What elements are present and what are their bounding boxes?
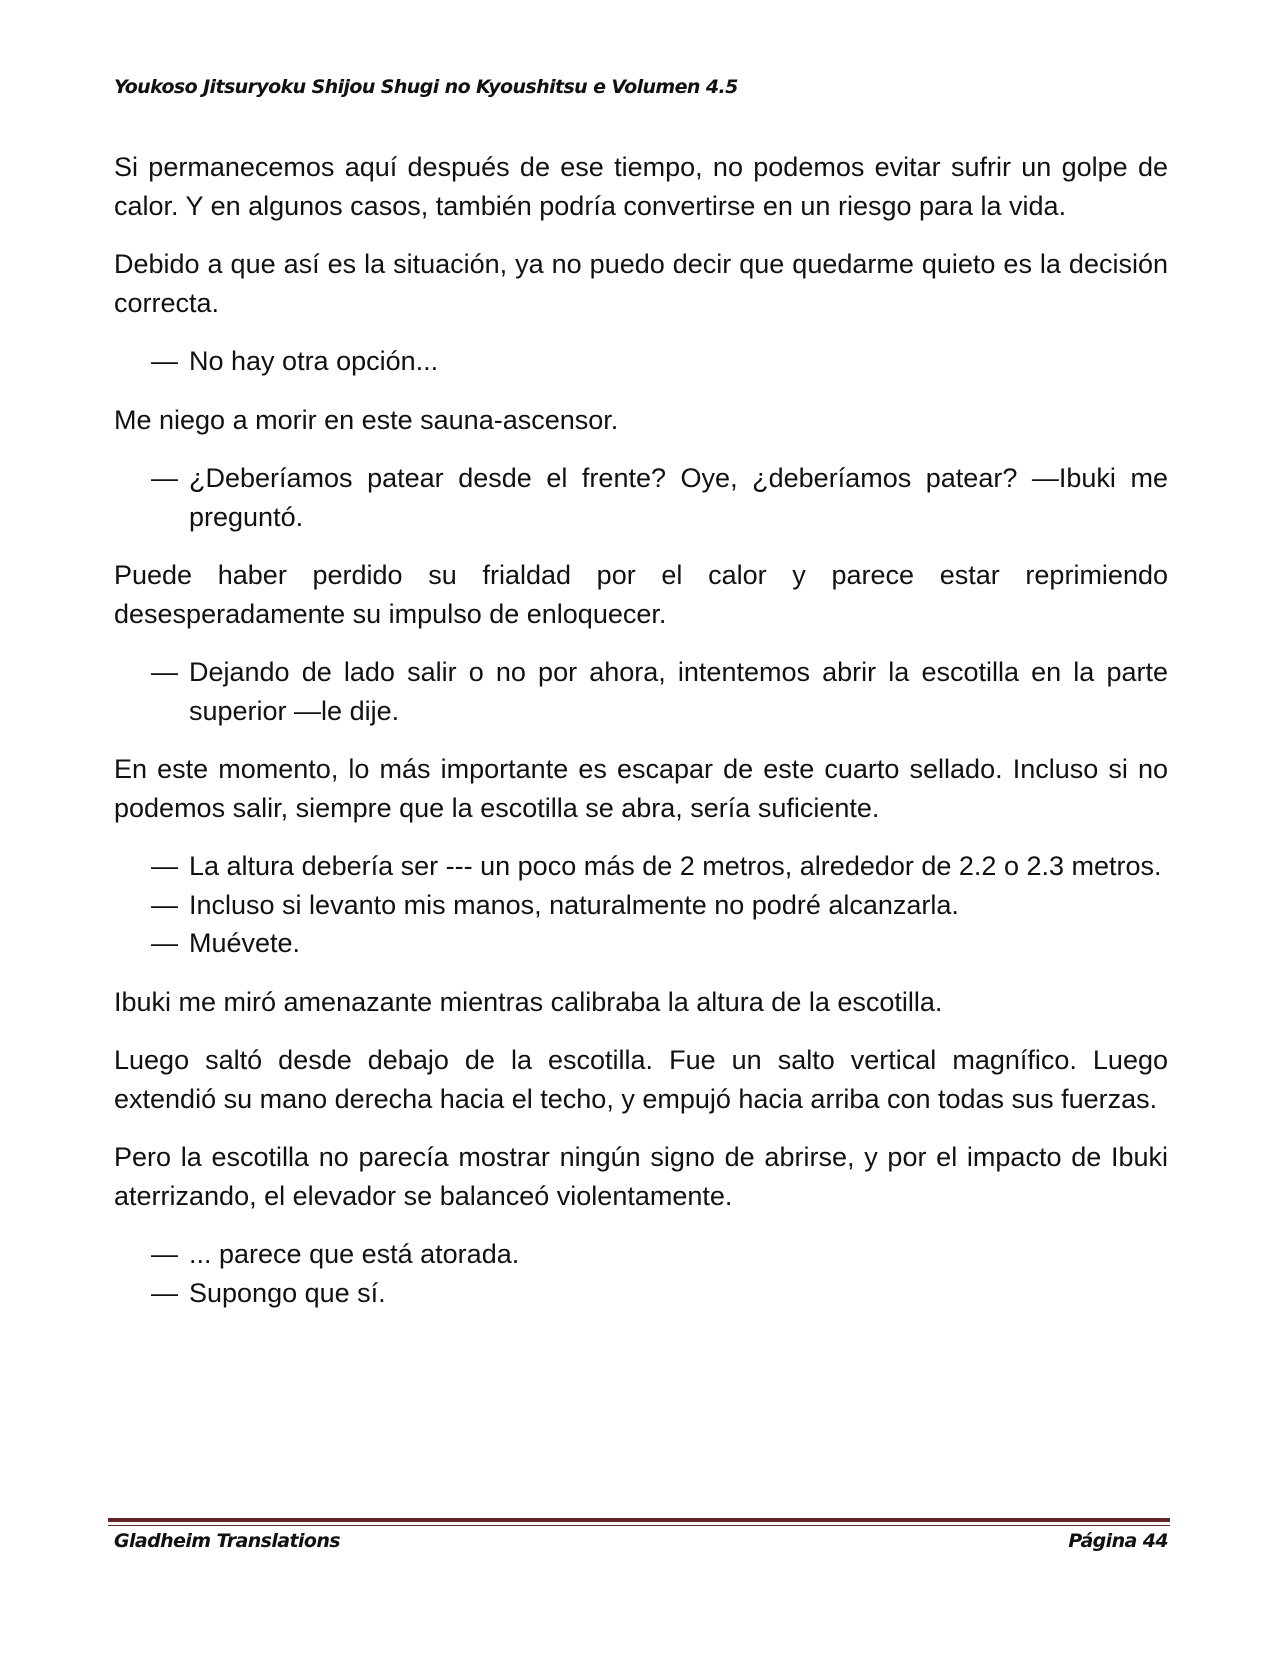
paragraph: Puede haber perdido su frialdad por el calor y parece estar reprimiendo desesperadamente su impulso de enloquecer. — [114, 560, 1168, 629]
dialogue-line — [114, 653, 1168, 730]
page-body — [114, 148, 1168, 1332]
paragraph: Si permanecemos aquí después de ese tiempo, no podemos evitar sufrir un golpe de calor. Y en algunos casos, también podría convertirse en un riesgo para la vida. — [114, 152, 1168, 221]
paragraph: Luego saltó desde debajo de la escotilla. Fue un salto vertical magnífico. Luego extendió su mano derecha hacia el techo, y empujó hacia arriba con todas sus fuerzas. — [114, 1045, 1168, 1114]
dialogue-line — [114, 459, 1168, 536]
dialogue-text: No hay otra opción... — [189, 346, 439, 376]
dialogue-line — [114, 342, 1168, 381]
paragraph: En este momento, lo más importante es escapar de este cuarto sellado. Incluso si no podemos salir, siempre que la escotilla se abra, sería suficiente. — [114, 754, 1168, 823]
dialogue-text: Muévete. — [189, 928, 301, 958]
dialogue-block — [114, 1235, 1168, 1312]
em-dash: — — [151, 346, 178, 376]
dialogue-line — [114, 924, 1168, 963]
em-dash: — — [151, 889, 178, 920]
dialogue-line — [114, 1235, 1168, 1274]
page-number: Página 44 — [1068, 1530, 1168, 1552]
dialogue-text: Incluso si levanto mis manos, naturalmente no podré alcanzarla. — [189, 889, 959, 920]
dialogue-text: Supongo que sí. — [189, 1277, 386, 1308]
footer-rule-thick — [108, 1518, 1170, 1522]
dialogue-block — [114, 653, 1168, 730]
footer-rule-thin — [108, 1525, 1170, 1526]
dialogue-block — [114, 342, 1168, 381]
footer-credit: Gladheim Translations — [114, 1530, 340, 1552]
em-dash: — — [151, 851, 178, 881]
em-dash: — — [151, 463, 178, 493]
dialogue-text: La altura debería ser --- un poco más de 2 metros, alrededor de 2.2 o 2.3 metros. — [189, 851, 1162, 881]
dialogue-line — [114, 886, 1168, 925]
paragraph: Me niego a morir en este sauna-ascensor. — [114, 404, 619, 435]
running-header: Youkoso Jitsuryoku Shijou Shugi no Kyoushitsu e Volumen 4.5 — [114, 76, 738, 98]
dialogue-text: ... parece que está atorada. — [189, 1239, 520, 1269]
dialogue-block — [114, 459, 1168, 536]
em-dash: — — [151, 928, 178, 958]
dialogue-line — [114, 847, 1168, 886]
em-dash: — — [151, 657, 178, 687]
em-dash: — — [151, 1277, 178, 1308]
dialogue-line — [114, 1274, 1168, 1313]
em-dash: — — [151, 1239, 178, 1269]
dialogue-block — [114, 847, 1168, 963]
paragraph: Debido a que así es la situación, ya no puedo decir que quedarme quieto es la decisión correcta. — [114, 249, 1168, 318]
dialogue-text: ¿Deberíamos patear desde el frente? Oye, ¿deberíamos patear? —Ibuki me preguntó. — [189, 463, 1168, 532]
paragraph: Ibuki me miró amenazante mientras calibraba la altura de la escotilla. — [114, 986, 943, 1017]
paragraph: Pero la escotilla no parecía mostrar ningún signo de abrirse, y por el impacto de Ibuki aterrizando, el elevador se balanceó violentamente. — [114, 1142, 1168, 1211]
dialogue-text: Dejando de lado salir o no por ahora, intentemos abrir la escotilla en la parte superior —le dije. — [189, 657, 1168, 726]
